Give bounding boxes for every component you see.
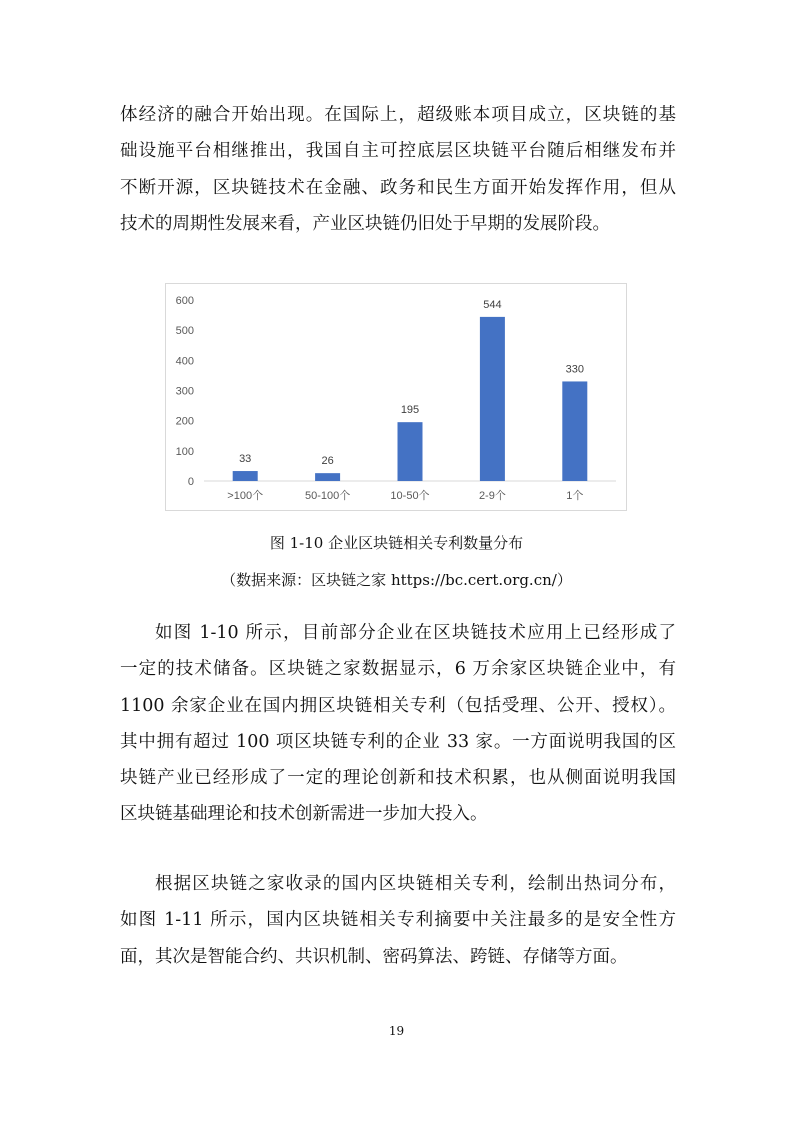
text-line: 体经济的融合开始出现。在国际上，超级账本项目成立，区块链的基: [120, 105, 676, 125]
bar: [315, 473, 340, 481]
y-tick-label: 400: [175, 355, 194, 368]
x-tick-label: >100个: [227, 490, 264, 502]
bar: [562, 381, 587, 481]
text-line: 块链产业已经形成了一定的理论创新和技术积累，也从侧面说明我国: [120, 768, 676, 789]
patent-distribution-chart: [165, 283, 627, 511]
text-line: 一定的技术储备。区块链之家数据显示，6 万余家区块链企业中，有: [120, 659, 676, 680]
data-label: 195: [400, 404, 420, 417]
text-line: 面，其次是智能合约、共识机制、密码算法、跨链、存储等方面。: [120, 946, 628, 967]
data-label: 330: [565, 363, 584, 376]
body-paragraph-2: [120, 615, 676, 833]
y-tick-label: 100: [175, 445, 194, 458]
text-line: 不断开源，区块链技术在金融、政务和民生方面开始发挥作用，但从: [120, 177, 676, 198]
bar-chart-svg: [166, 284, 628, 512]
page-number: 19: [388, 1024, 405, 1038]
y-tick-label: 200: [175, 415, 194, 428]
bar: [233, 471, 258, 481]
x-tick-label: 50-100个: [304, 490, 351, 502]
figure-source: （数据来源：区块链之家 https://bc.cert.org.cn/）: [221, 571, 572, 589]
text-line: 其中拥有超过 100 项区块链专利的企业 33 家。一方面说明我国的区: [120, 731, 676, 752]
text-line: 根据区块链之家收录的国内区块链相关专利，绘制出热词分布，: [155, 874, 676, 894]
y-tick-label: 500: [175, 325, 194, 338]
intro-paragraph: [120, 97, 676, 242]
data-label: 26: [321, 455, 334, 468]
text-line: 如图 1-10 所示，目前部分企业在区块链技术应用上已经形成了: [155, 623, 676, 643]
data-label: 544: [483, 298, 502, 311]
text-line: 如图 1-11 所示，国内区块链相关专利摘要中关注最多的是安全性方: [120, 910, 676, 931]
y-tick-label: 0: [187, 476, 194, 488]
y-tick-label: 300: [175, 385, 194, 398]
text-line: 技术的周期性发展来看，产业区块链仍旧处于早期的发展阶段。: [120, 213, 610, 234]
y-tick-label: 600: [175, 295, 194, 307]
text-line: 区块链基础理论和技术创新需进一步加大投入。: [120, 804, 488, 825]
body-paragraph-3: [120, 866, 676, 975]
bar: [398, 422, 423, 481]
x-tick-label: 1个: [566, 490, 584, 502]
text-line: 础设施平台相继推出，我国自主可控底层区块链平台随后相继发布并: [120, 141, 676, 162]
data-label: 33: [239, 453, 252, 466]
figure-caption: 图 1-10 企业区块链相关专利数量分布: [269, 534, 524, 552]
bar: [480, 317, 505, 481]
x-tick-label: 10-50个: [390, 490, 430, 502]
x-tick-label: 2-9个: [478, 490, 506, 502]
text-line: 1100 余家企业在国内拥区块链相关专利（包括受理、公开、授权）。: [120, 695, 676, 716]
